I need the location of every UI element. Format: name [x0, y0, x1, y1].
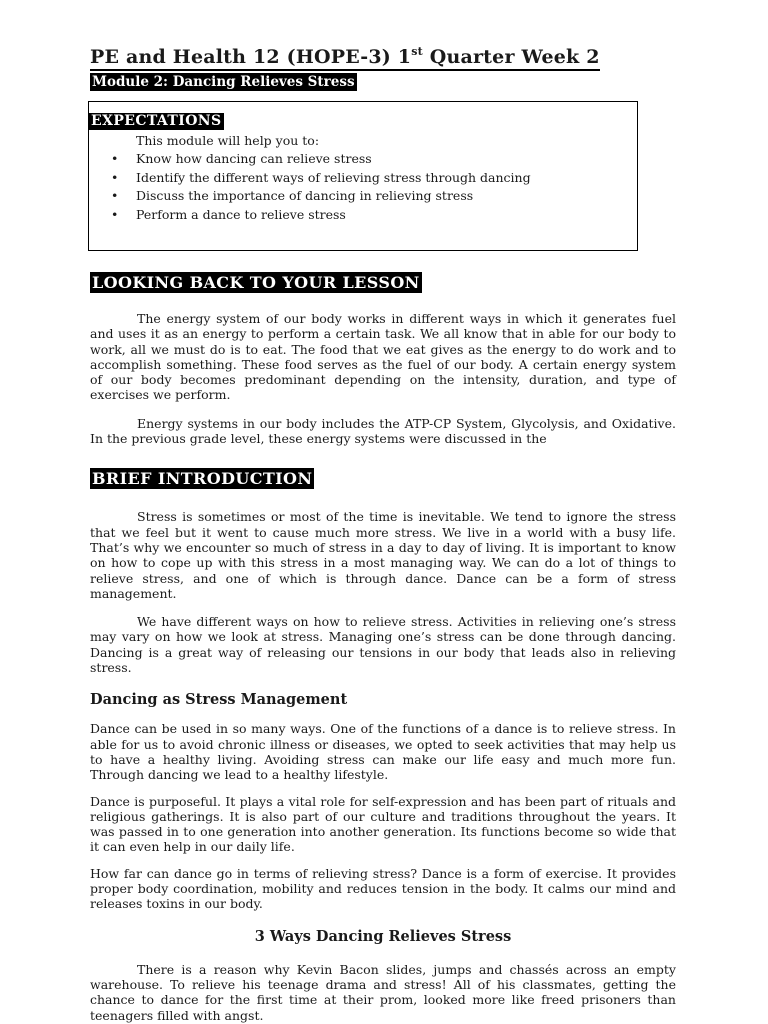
expectations-list [89, 150, 637, 224]
title-superscript: st [411, 45, 423, 58]
title-end: Quarter Week 2 [422, 46, 600, 68]
document-title [90, 40, 600, 71]
stress-management-paragraph: How far can dance go in terms of relieving stress? Dance is a form of exercise. It provides proper body coordination, mobility and reduces tension in the body. It calms our mind and releases toxins in our body. [90, 865, 676, 912]
expectations-box [88, 101, 638, 251]
bullet-icon: • [111, 169, 119, 185]
three-ways-heading: 3 Ways Dancing Relieves Stress [254, 927, 512, 945]
bullet-icon: • [111, 151, 119, 166]
expectations-intro: This module will help you to: [136, 133, 320, 148]
looking-back-paragraph: The energy system of our body works in different ways in which it generates fuel and uses it as an energy to perform a certain task. We all know that in able for our body to work, all we must do is to eat. The food that we eat gives as the energy to do work and to accomplish something. These food serves as the fuel of our body. A certain energy system of our body becomes predominant depending on the intensity, duration, and type of exercises we perform. [90, 311, 676, 403]
stress-management-paragraph: Dance is purposeful. It plays a vital role for self-expression and has been part of rituals and religious gatherings. It is also part of our culture and traditions throughout the years. It was passed in to one generation into another generation. Its functions become so wide that it can even help in our daily life. [90, 793, 676, 855]
expectations-heading: EXPECTATIONS [91, 113, 222, 129]
brief-intro-heading: BRIEF INTRODUCTION [92, 469, 313, 489]
expectations-item: • Perform a dance to relieve stress [111, 206, 637, 225]
stress-management-heading: Dancing as Stress Management [90, 691, 348, 709]
expectations-item: • Identify the different ways of relieving stress through dancing [111, 169, 637, 188]
document-page [90, 40, 676, 1023]
bullet-icon: • [111, 188, 119, 203]
looking-back-paragraph: Energy systems in our body includes the ATP-CP System, Glycolysis, and Oxidative. In the previous grade level, these energy systems were discussed in the [90, 415, 676, 447]
expectations-item: • Know how dancing can relieve stress [111, 150, 637, 169]
brief-intro-paragraph: Stress is sometimes or most of the time is inevitable. We tend to ignore the stress that we feel but it went to cause much more stress. We live in a world with a busy life. That’s why we encounter so much of stress in a day to day of living. It is important to know on how to cope up with this stress in a most managing way. We can do a lot of things to relieve stress, and one of which is through dance. Dance can be a form of stress management. [90, 509, 676, 601]
expectations-item: • Discuss the importance of dancing in relieving stress [111, 187, 637, 206]
bullet-icon: • [111, 206, 119, 222]
looking-back-heading: LOOKING BACK TO YOUR LESSON [92, 273, 420, 292]
title-main: PE and Health 12 (HOPE-3) 1 [90, 46, 412, 68]
module-title: Module 2: Dancing Relieves Stress [92, 74, 355, 90]
three-ways-paragraph: There is a reason why Kevin Bacon slides, jumps and chassés across an empty warehouse. To relieve his teenage drama and stress! All of his classmates, getting the chance to dance for the first time at their prom, looked more like freed prisoners than teenagers filled with angst. [90, 961, 676, 1023]
stress-management-paragraph: Dance can be used in so many ways. One of the functions of a dance is to relieve stress. In able for us to avoid chronic illness or diseases, we opted to seek activities that may help us to have a healthy living. Avoiding stress can make our life easy and much more fun. Through dancing we lead to a healthy lifestyle. [90, 721, 676, 783]
brief-intro-paragraph: We have different ways on how to relieve stress. Activities in relieving one’s stress may vary on how we look at stress. Managing one’s stress can be done through dancing. Dancing is a great way of releasing our tensions in our body that leads also in relieving stress. [90, 614, 676, 676]
